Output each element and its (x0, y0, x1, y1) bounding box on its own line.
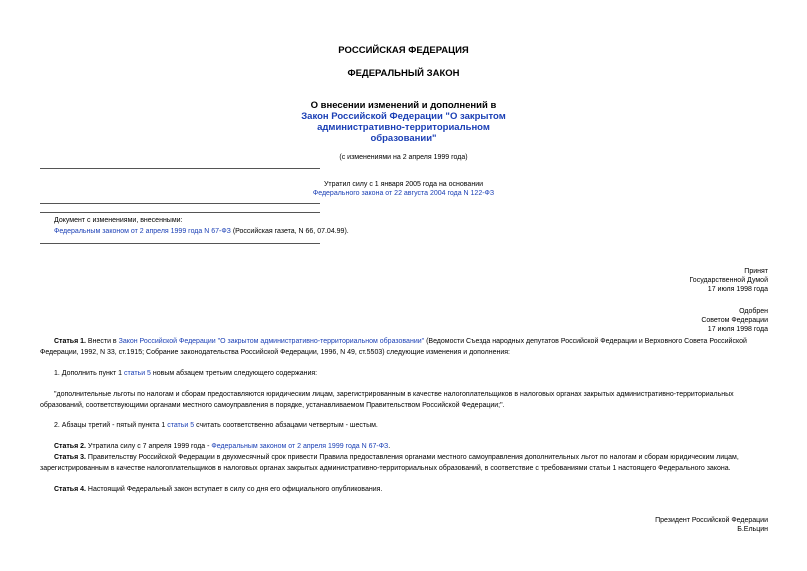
adopted-line1: Принят (744, 268, 768, 275)
item-2-text: 2. Абзацы третий - пятый пункта 1 (54, 422, 168, 429)
article-3 (40, 452, 768, 474)
article-2-link[interactable]: Федеральным законом от 2 апреля 1999 года N 67-ФЗ (211, 443, 389, 450)
adopted-line3: 17 июля 1998 года (707, 286, 768, 293)
signature-title: Президент Российской Федерации (655, 517, 768, 524)
article-2-label: Статья 2. (54, 443, 86, 450)
approved-line1: Одобрен (739, 308, 768, 315)
amendments-note (54, 216, 654, 236)
approved-line3: 17 июля 1998 года (707, 326, 768, 333)
adopted-line2: Государственной Думой (689, 277, 768, 284)
divider (40, 212, 320, 213)
article-1-text: Внести в (85, 338, 119, 345)
item-2-link[interactable]: статьи 5 (167, 422, 195, 429)
article-3-text: Правительству Российской Федерации в двухмесячный срок привести Правила предоставления органами местного самоуправления дополнительных льгот по налогам и сборам юридическим лицам, зарегистрированным в качестве налогоплательщиков в налоговых органах закрытых административно-территориальных образований, в соответствие с требованиями статьи 1 настоящего Федерального закона. (40, 454, 739, 472)
signature-block (518, 516, 768, 534)
article-1-link[interactable]: Закон Российской Федерации "О закрытом административно-территориальном образовании" (118, 338, 425, 345)
approved-block (568, 307, 768, 334)
divider (40, 168, 320, 169)
expired-note-link[interactable]: Федерального закона от 22 августа 2004 года N 122-ФЗ (312, 190, 495, 197)
article-3-label: Статья 3. (54, 454, 86, 461)
item-2 (54, 420, 768, 431)
article-4 (54, 484, 768, 495)
article-1-label: Статья 1. (54, 338, 86, 345)
item-2-text-cont: считать соответственно абзацами четвертым - шестым. (194, 422, 378, 429)
article-2-text-cont: . (388, 443, 391, 450)
amendments-note-link[interactable]: Федеральным законом от 2 апреля 1999 года N 67-ФЗ (54, 228, 231, 235)
item-1 (54, 368, 768, 379)
article-2 (54, 441, 768, 452)
item-1-text-cont: новым абзацем третьим следующего содержания: (150, 370, 318, 377)
article-4-text: Настоящий Федеральный закон вступает в силу со дня его официального опубликования. (85, 486, 383, 493)
law-title (288, 100, 519, 144)
doc-type-heading: ФЕДЕРАЛЬНЫЙ ЗАКОН (347, 68, 460, 79)
country-heading: РОССИЙСКАЯ ФЕДЕРАЦИЯ (338, 45, 469, 56)
article-2-text: Утратила силу с 7 апреля 1999 года - (85, 443, 212, 450)
signature-name: Б.Ельцин (737, 526, 768, 533)
divider (40, 243, 320, 244)
quote-paragraph: "дополнительные льготы по налогам и сборам предоставляются юридическим лицам, зарегистрированным в качестве налогоплательщиков в налоговых органах закрытых административно-территориальных образований, соответствующими органами местного самоуправления в порядке, устанавливаемом Правительством Российской Федерации;". (40, 391, 734, 409)
item-1-link[interactable]: статьи 5 (123, 370, 151, 377)
amendments-note-label: Документ с изменениями, внесенными: (54, 217, 183, 224)
law-title-line1: О внесении изменений и дополнений в (310, 100, 497, 111)
expired-note-text: Утратил силу с 1 января 2005 года на основании (323, 181, 484, 188)
article-4-label: Статья 4. (54, 486, 86, 493)
amendments-note-suffix: (Российская газета, N 66, 07.04.99). (230, 228, 349, 235)
subtitle: (с изменениями на 2 апреля 1999 года) (339, 154, 468, 161)
approved-line2: Советом Федерации (701, 317, 768, 324)
article-1-text-cont: (Ведомости Съезда народных депутатов Российской Федерации и Верховного Совета Российской Федерации, 1992, N 33, ст.1915; Собрание законодательства Российской Федерации, 1996, N 49, ст.5503) следующие изменения и дополнения: (40, 338, 747, 356)
adopted-block (568, 267, 768, 294)
item-1-text: 1. Дополнить пункт 1 (54, 370, 124, 377)
divider (40, 203, 320, 204)
amendments-note-line (54, 227, 654, 236)
expired-note (0, 180, 807, 198)
law-title-link[interactable]: Закон Российской Федерации "О закрытом административно-территориальном образовании" (301, 111, 506, 144)
article-1 (40, 336, 768, 358)
